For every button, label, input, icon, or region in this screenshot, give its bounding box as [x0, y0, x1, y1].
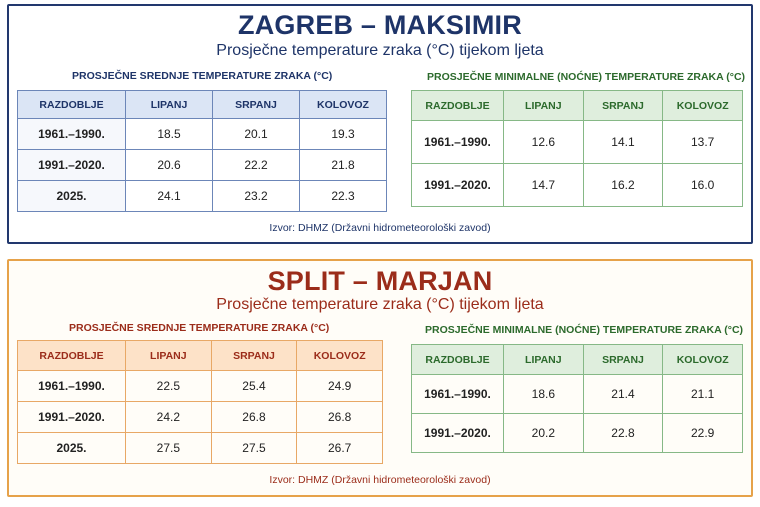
table-header-row	[18, 341, 383, 371]
zagreb-min-table	[411, 90, 743, 207]
value-cell: 18.6	[504, 375, 584, 414]
value-cell: 20.2	[504, 414, 584, 453]
value-cell: 26.8	[211, 402, 297, 433]
split-min-table-title: PROSJEČNE MINIMALNE (NOĆNE) TEMPERATURE ZRAKA (°C)	[425, 324, 744, 336]
value-cell: 24.9	[297, 371, 383, 402]
header-july: SRPANJ	[583, 345, 663, 375]
table-row	[18, 402, 383, 433]
header-august: KOLOVOZ	[663, 345, 743, 375]
value-cell: 14.7	[504, 164, 584, 207]
value-cell: 19.3	[300, 119, 387, 150]
table-header-row	[412, 91, 743, 121]
value-cell: 21.8	[300, 150, 387, 181]
table-row	[412, 414, 743, 453]
header-june: LIPANJ	[504, 345, 584, 375]
period-cell: 1961.–1990.	[412, 121, 504, 164]
period-cell: 2025.	[18, 433, 126, 464]
value-cell: 25.4	[211, 371, 297, 402]
header-period: RAZDOBLJE	[18, 341, 126, 371]
value-cell: 21.4	[583, 375, 663, 414]
table-row	[18, 119, 387, 150]
value-cell: 14.1	[583, 121, 663, 164]
period-cell: 1961.–1990.	[412, 375, 504, 414]
value-cell: 20.6	[126, 150, 213, 181]
value-cell: 22.9	[663, 414, 743, 453]
split-title: SPLIT – MARJAN	[267, 266, 493, 296]
value-cell: 21.1	[663, 375, 743, 414]
value-cell: 26.8	[297, 402, 383, 433]
header-june: LIPANJ	[126, 91, 213, 119]
zagreb-mean-table-title: PROSJEČNE SREDNJE TEMPERATURE ZRAKA (°C)	[72, 70, 333, 82]
value-cell: 24.2	[126, 402, 212, 433]
header-august: KOLOVOZ	[663, 91, 743, 121]
split-panel	[7, 259, 753, 497]
zagreb-min-table-title: PROSJEČNE MINIMALNE (NOĆNE) TEMPERATURE ZRAKA (°C)	[427, 71, 746, 83]
zagreb-mean-table	[17, 90, 387, 212]
value-cell: 22.3	[300, 181, 387, 212]
value-cell: 22.8	[583, 414, 663, 453]
zagreb-panel	[7, 4, 753, 244]
table-header-row	[412, 345, 743, 375]
split-subtitle: Prosječne temperature zraka (°C) tijekom ljeta	[216, 296, 544, 313]
header-july: SRPANJ	[211, 341, 297, 371]
header-period: RAZDOBLJE	[18, 91, 126, 119]
period-cell: 1991.–2020.	[18, 402, 126, 433]
period-cell: 1961.–1990.	[18, 371, 126, 402]
split-mean-table	[17, 340, 383, 464]
table-row	[412, 164, 743, 207]
header-august: KOLOVOZ	[300, 91, 387, 119]
header-period: RAZDOBLJE	[412, 345, 504, 375]
split-source-note: Izvor: DHMZ (Državni hidrometeorološki zavod)	[269, 474, 491, 486]
table-row	[18, 181, 387, 212]
period-cell: 2025.	[18, 181, 126, 212]
table-row	[18, 433, 383, 464]
value-cell: 22.2	[213, 150, 300, 181]
value-cell: 16.2	[583, 164, 663, 207]
table-row	[18, 150, 387, 181]
value-cell: 20.1	[213, 119, 300, 150]
table-row	[412, 121, 743, 164]
header-august: KOLOVOZ	[297, 341, 383, 371]
zagreb-source-note: Izvor: DHMZ (Državni hidrometeorološki zavod)	[269, 222, 491, 234]
value-cell: 12.6	[504, 121, 584, 164]
value-cell: 26.7	[297, 433, 383, 464]
header-july: SRPANJ	[583, 91, 663, 121]
zagreb-title: ZAGREB – MAKSIMIR	[238, 10, 522, 40]
split-mean-table-title: PROSJEČNE SREDNJE TEMPERATURE ZRAKA (°C)	[69, 322, 330, 334]
value-cell: 22.5	[126, 371, 212, 402]
table-header-row	[18, 91, 387, 119]
value-cell: 16.0	[663, 164, 743, 207]
value-cell: 24.1	[126, 181, 213, 212]
table-row	[412, 375, 743, 414]
header-june: LIPANJ	[126, 341, 212, 371]
split-min-table	[411, 344, 743, 453]
table-row	[18, 371, 383, 402]
value-cell: 27.5	[211, 433, 297, 464]
period-cell: 1961.–1990.	[18, 119, 126, 150]
value-cell: 23.2	[213, 181, 300, 212]
value-cell: 27.5	[126, 433, 212, 464]
header-june: LIPANJ	[504, 91, 584, 121]
period-cell: 1991.–2020.	[18, 150, 126, 181]
zagreb-subtitle: Prosječne temperature zraka (°C) tijekom ljeta	[216, 42, 544, 59]
header-period: RAZDOBLJE	[412, 91, 504, 121]
value-cell: 13.7	[663, 121, 743, 164]
period-cell: 1991.–2020.	[412, 414, 504, 453]
value-cell: 18.5	[126, 119, 213, 150]
period-cell: 1991.–2020.	[412, 164, 504, 207]
header-july: SRPANJ	[213, 91, 300, 119]
